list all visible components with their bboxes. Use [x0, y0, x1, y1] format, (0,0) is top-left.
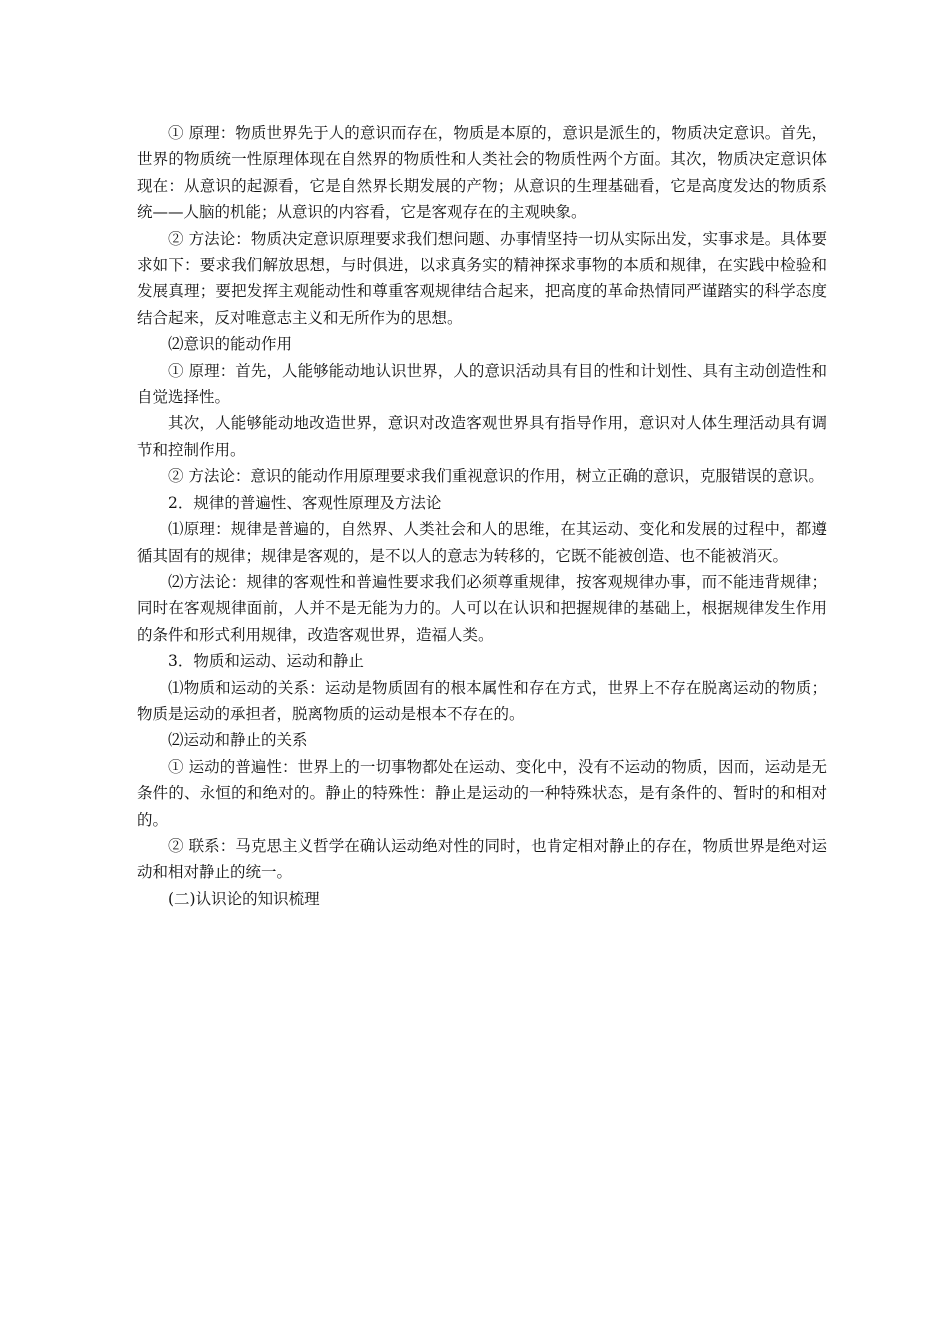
paragraph-consciousness-methodology: ② 方法论：意识的能动作用原理要求我们重视意识的作用，树立正确的意识，克服错误的意识。 — [168, 467, 824, 486]
heading-law-principle: 2．规律的普遍性、客观性原理及方法论 — [168, 493, 442, 512]
paragraph-matter-methodology: ② 方法论：物质决定意识原理要求我们想问题、办事情坚持一切从实际出发，实事求是。具体要求如下：要求我们解放思想，与时俱进，以求真务实的精神探求事物的本质和规律，在实践中检验和发展真理；要把发挥主观能动性和尊重客观规律结合起来，把高度的革命热情同严谨踏实的科学态度结合起来，反对唯意志主义和无所作为的思想。 — [137, 229, 827, 327]
paragraph-consciousness-second: 其次，人能够能动地改造世界，意识对改造客观世界具有指导作用，意识对人体生理活动具有调节和控制作用。 — [137, 414, 827, 459]
paragraph-motion-universality: ① 运动的普遍性：世界上的一切事物都处在运动、变化中，没有不运动的物质，因而，运动是无条件的、永恒的和绝对的。静止的特殊性：静止是运动的一种特殊状态，是有条件的、暂时的和相对的。 — [137, 757, 827, 829]
paragraph-consciousness-principle: ① 原理：首先，人能够能动地认识世界，人的意识活动具有目的性和计划性、具有主动创造性和自觉选择性。 — [137, 361, 827, 407]
heading-motion-rest: ⑵运动和静止的关系 — [168, 731, 308, 750]
paragraph-matter-principle: ① 原理：物质世界先于人的意识而存在，物质是本原的，意识是派生的，物质决定意识。首先，世界的物质统一性原理体现在自然界的物质性和人类社会的物质性两个方面。其次，物质决定意识体现在：从意识的起源看，它是自然界长期发展的产物；从意识的生理基础看，它是高度发达的物质系统——人脑的机能；从意识的内容看，它是客观存在的主观映象。 — [137, 124, 827, 222]
paragraph-motion-connection: ② 联系：马克思主义哲学在确认运动绝对性的同时，也肯定相对静止的存在，物质世界是绝对运动和相对静止的统一。 — [137, 836, 827, 882]
paragraph-law-methodology: ⑵方法论：规律的客观性和普遍性要求我们必须尊重规律，按客观规律办事，而不能违背规律；同时在客观规律面前，人并不是无能为力的。人可以在认识和把握规律的基础上，根据规律发生作用的条件和形式利用规律，改造客观世界，造福人类。 — [137, 572, 827, 644]
heading-matter-motion: 3．物质和运动、运动和静止 — [168, 652, 364, 671]
paragraph-matter-motion-relation: ⑴物质和运动的关系：运动是物质固有的根本属性和存在方式，世界上不存在脱离运动的物质；物质是运动的承担者，脱离物质的运动是根本不存在的。 — [137, 678, 827, 723]
heading-consciousness-role: ⑵意识的能动作用 — [168, 335, 293, 354]
heading-epistemology: (二)认识论的知识梳理 — [168, 889, 320, 908]
paragraph-law-principle: ⑴原理：规律是普遍的，自然界、人类社会和人的思维，在其运动、变化和发展的过程中，都遵循其固有的规律；规律是客观的，是不以人的意志为转移的，它既不能被创造、也不能被消灭。 — [137, 520, 827, 565]
document-body — [137, 120, 827, 912]
